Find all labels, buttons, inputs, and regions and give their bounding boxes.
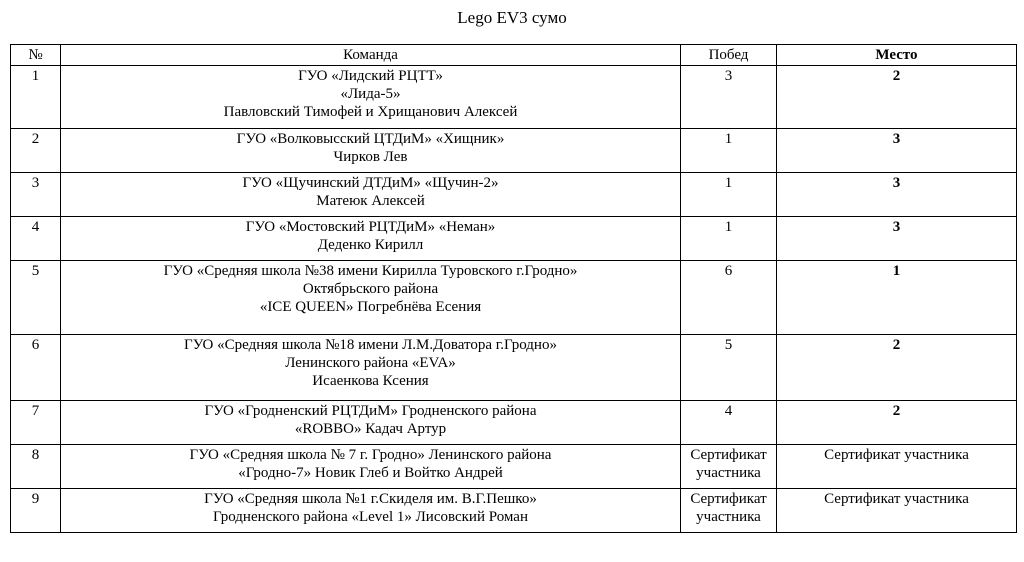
team-cell (61, 401, 681, 445)
wins-cell (681, 173, 777, 217)
team-cell (61, 445, 681, 489)
wins-line: 1 (724, 175, 733, 191)
place-cell: 3 (777, 129, 1017, 173)
team-line: Ленинского района «EVA» (285, 355, 456, 371)
column-header-place: Место (777, 45, 1017, 66)
team-line: Матеюк Алексей (316, 193, 425, 209)
wins-cell (681, 489, 777, 533)
document-title: Lego EV3 сумо (457, 8, 567, 27)
team-line: ГУО «Волковысский ЦТДиМ» «Хищник» (236, 131, 505, 147)
wins-cell (681, 445, 777, 489)
team-line: Гродненского района «Level 1» Лисовский Роман (213, 509, 528, 525)
wins-line: Сертификат (690, 447, 767, 463)
column-header-wins: Побед (681, 45, 777, 66)
table-body (11, 66, 1017, 533)
place-cell: 2 (777, 335, 1017, 401)
wins-cell (681, 217, 777, 261)
team-line: ГУО «Мостовский РЦТДиМ» «Неман» (245, 219, 496, 235)
team-cell (61, 489, 681, 533)
wins-cell (681, 401, 777, 445)
team-cell (61, 261, 681, 335)
results-table (10, 44, 1017, 533)
team-line: ГУО «Гродненский РЦТДиМ» Гродненского района (204, 403, 537, 419)
table-header-row (11, 45, 1017, 66)
place-cell: 3 (777, 217, 1017, 261)
place-cell: 3 (777, 173, 1017, 217)
wins-line: участника (696, 465, 761, 481)
wins-line: 4 (724, 403, 733, 419)
wins-cell (681, 66, 777, 129)
wins-line: 1 (724, 131, 733, 147)
team-line: Октябрьского района (302, 281, 439, 297)
wins-cell (681, 261, 777, 335)
team-cell (61, 173, 681, 217)
team-line: ГУО «Средняя школа №1 г.Скиделя им. В.Г.Пешко» (204, 491, 537, 507)
team-line: ГУО «Средняя школа №38 имени Кирилла Туровского г.Гродно» (163, 263, 578, 279)
team-line: «Гродно-7» Новик Глеб и Войтко Андрей (238, 465, 503, 481)
team-line: ГУО «Лидский РЦТТ» (298, 68, 443, 84)
wins-cell (681, 335, 777, 401)
table-row (11, 217, 1017, 261)
wins-line: 5 (724, 337, 733, 353)
wins-line: 6 (724, 263, 733, 279)
place-cell: Сертификат участника (777, 489, 1017, 533)
place-cell: 2 (777, 401, 1017, 445)
table-row (11, 335, 1017, 401)
row-number: 5 (11, 261, 61, 335)
table-row (11, 445, 1017, 489)
team-line: «Лида-5» (340, 86, 401, 102)
wins-line: Сертификат (690, 491, 767, 507)
team-line: «ROBBO» Кадач Артур (294, 421, 447, 437)
table-row (11, 489, 1017, 533)
column-header-num: № (11, 45, 61, 66)
row-number: 8 (11, 445, 61, 489)
column-header-team: Команда (61, 45, 681, 66)
place-cell: Сертификат участника (777, 445, 1017, 489)
wins-cell (681, 129, 777, 173)
table-row (11, 401, 1017, 445)
table-row (11, 129, 1017, 173)
wins-line: 3 (724, 68, 733, 84)
table-row (11, 66, 1017, 129)
table-row (11, 261, 1017, 335)
team-line: ГУО «Средняя школа №18 имени Л.М.Доватора г.Гродно» (184, 337, 557, 353)
row-number: 4 (11, 217, 61, 261)
place-cell: 2 (777, 66, 1017, 129)
wins-line: участника (696, 509, 761, 525)
row-number: 2 (11, 129, 61, 173)
team-line: ГУО «Щучинский ДТДиМ» «Щучин-2» (242, 175, 499, 191)
team-cell (61, 217, 681, 261)
team-line: «ICE QUEEN» Погребнёва Есения (259, 299, 482, 315)
place-cell: 1 (777, 261, 1017, 335)
row-number: 1 (11, 66, 61, 129)
row-number: 7 (11, 401, 61, 445)
wins-line: 1 (724, 219, 733, 235)
row-number: 9 (11, 489, 61, 533)
team-cell (61, 66, 681, 129)
team-cell (61, 335, 681, 401)
team-line: Чирков Лев (333, 149, 408, 165)
table-row (11, 173, 1017, 217)
team-cell (61, 129, 681, 173)
team-line: ГУО «Средняя школа № 7 г. Гродно» Ленинского района (189, 447, 552, 463)
row-number: 6 (11, 335, 61, 401)
team-line: Исаенкова Ксения (312, 373, 429, 389)
row-number: 3 (11, 173, 61, 217)
team-line: Павловский Тимофей и Хрищанович Алексей (223, 104, 518, 120)
team-line: Деденко Кирилл (317, 237, 424, 253)
